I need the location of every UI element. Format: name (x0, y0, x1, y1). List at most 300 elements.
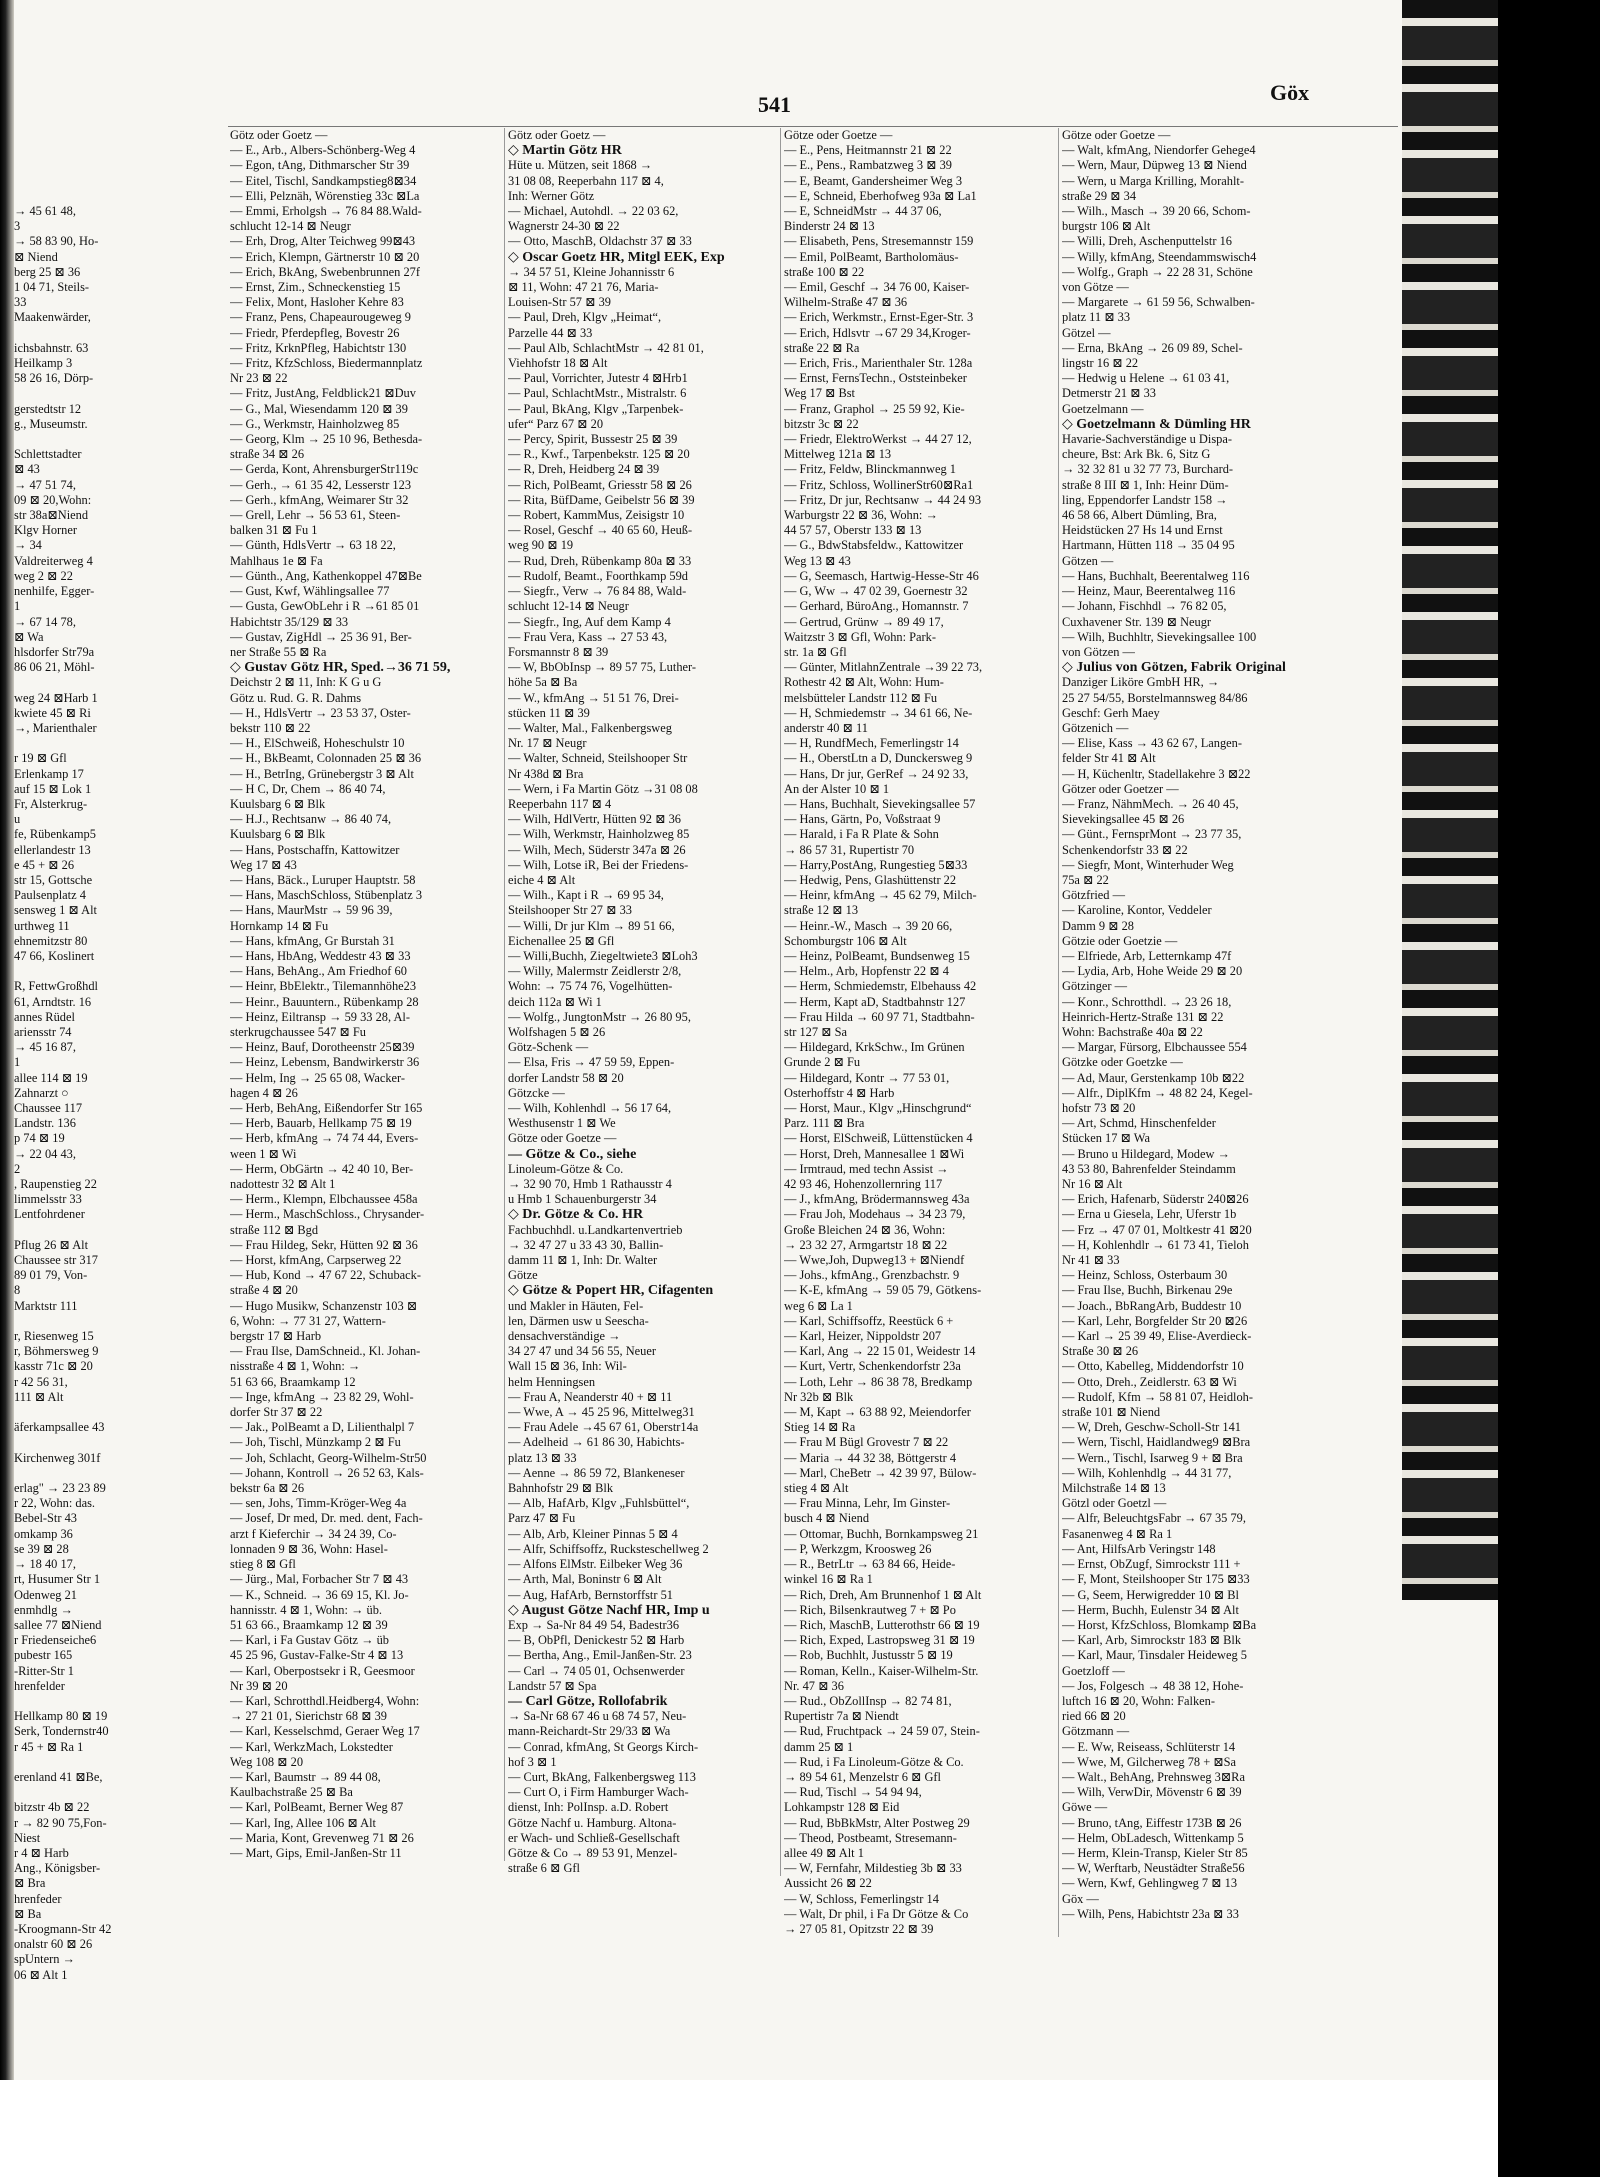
directory-entry-line: Viehhofstr 18 ⊠ Alt (508, 356, 608, 371)
directory-entry-line: — Aenne → 86 59 72, Blankeneser (508, 1465, 685, 1480)
directory-entry-line: — Rich, PolBeamt, Griesstr 58 ⊠ 26 (508, 477, 692, 492)
directory-entry-line: — Otto, Dreh., Zeidlerstr. 63 ⊠ Wi (1062, 1374, 1237, 1389)
directory-entry-line: — Herm, ObGärtn → 42 40 10, Ber- (230, 1161, 414, 1176)
directory-entry-line: — H C, Dr, Chem → 86 40 74, (230, 781, 386, 796)
directory-entry-line: — W, Schloss, Femerlingstr 14 (784, 1891, 939, 1906)
directory-entry-line: — Carl Götze, Rollofabrik (508, 1693, 668, 1709)
directory-entry-line: — Rudolf, Beamt., Foorthkamp 59d (508, 568, 688, 583)
directory-entry-line: — Rudolf, Kfm → 58 81 07, Heidloh- (1062, 1389, 1254, 1404)
directory-entry-line: — Ernst, ObZugf, Simrockstr 111 + (1062, 1557, 1241, 1572)
directory-entry-line: Kuulsbarg 6 ⊠ Blk (230, 796, 326, 811)
directory-entry-line: — Harry,PostAng, Rungestieg 5⊠33 (784, 857, 968, 872)
directory-entry-line: — Joh, Schlacht, Georg-Wilhelm-Str50 (230, 1450, 427, 1465)
directory-entry-line: 42 93 46, Hohenzollernring 117 (784, 1177, 943, 1192)
directory-entry-line: Waitzstr 3 ⊠ Gfl, Wohn: Park- (784, 629, 937, 644)
directory-entry-line: — Karl, PolBeamt, Berner Weg 87 (230, 1800, 404, 1815)
directory-entry-line: — Otto, MaschB, Oldachstr 37 ⊠ 33 (508, 234, 692, 249)
directory-entry-line (14, 128, 214, 143)
directory-entry-line: p 74 ⊠ 19 (14, 1131, 65, 1146)
directory-entry-line: lingstr 16 ⊠ 22 (1062, 356, 1139, 371)
directory-entry-line: — Wolfg., Graph → 22 28 31, Schöne (1062, 264, 1253, 279)
directory-entry-line: Fasanenweg 4 ⊠ Ra 1 (1062, 1526, 1173, 1541)
directory-entry-line: → 89 54 61, Menzelstr 6 ⊠ Gfl (784, 1769, 941, 1784)
directory-entry-line: rt, Husumer Str 1 (14, 1572, 101, 1587)
directory-entry-line: — Franz, Graphol → 25 59 92, Kie- (784, 401, 965, 416)
directory-entry-line: Serk, Tondernstr40 (14, 1724, 109, 1739)
directory-entry-line: stieg 8 ⊠ Gfl (230, 1557, 296, 1572)
directory-entry-line: ⊠ 11, Wohn: 47 21 76, Maria- (508, 280, 659, 295)
directory-entry-line: er Wach- und Schließ-Gesellschaft (508, 1830, 680, 1845)
directory-entry-line: Parzelle 44 ⊠ 33 (508, 325, 593, 340)
directory-entry-line: — Rud, i Fa Linoleum-Götze & Co. (784, 1754, 964, 1769)
directory-entry-line: e 45 + ⊠ 26 (14, 857, 75, 872)
directory-entry-line: — Conrad, kfmAng, St Georgs Kirch- (508, 1739, 699, 1754)
directory-entry-line: — Wern, Maur, Düpweg 13 ⊠ Niend (1062, 158, 1247, 173)
directory-entry-line: — Georg, Klm → 25 10 96, Bethesda- (230, 432, 423, 447)
directory-entry-line: — sen, Johs, Timm-Kröger-Weg 4a (230, 1496, 407, 1511)
directory-entry-line: u (14, 812, 21, 827)
directory-entry-line: Götzen — (1062, 553, 1114, 568)
directory-entry-line: Große Bleichen 24 ⊠ 36, Wohn: (784, 1222, 946, 1237)
directory-entry-line: berg 25 ⊠ 36 (14, 264, 81, 279)
directory-entry-line: — Hans, BehAng., Am Friedhof 60 (230, 964, 407, 979)
directory-entry-line: → 32 32 81 u 32 77 73, Burchard- (1062, 462, 1234, 477)
page-number: 541 (758, 92, 791, 117)
directory-entry-line: → 67 14 78, (14, 614, 76, 629)
directory-entry-line: anderstr 40 ⊠ 11 (784, 720, 868, 735)
directory-entry-line: — Rich, Dreh, Am Brunnenhof 1 ⊠ Alt (784, 1587, 982, 1602)
directory-entry-line: r 4 ⊠ Harb (14, 1845, 69, 1860)
directory-entry-line: — Elli, Pelznäh, Wörenstieg 33c ⊠La (230, 188, 420, 203)
directory-entry-line: weg 6 ⊠ La 1 (784, 1298, 853, 1313)
directory-entry-line: — Elise, Kass → 43 62 67, Langen- (1062, 736, 1242, 751)
directory-entry-line: Osterhoffstr 4 ⊠ Harb (784, 1085, 895, 1100)
directory-entry-line: — G, Ww → 47 02 39, Goernestr 32 (784, 584, 968, 599)
directory-entry-line: — Kurt, Vertr, Schenkendorfstr 23a (784, 1359, 961, 1374)
directory-entry-line: 34 27 47 und 34 56 55, Neuer (508, 1344, 656, 1359)
directory-entry-line: — Paul Alb, SchlachtMstr → 42 81 01, (508, 340, 704, 355)
directory-entry-line: allee 49 ⊠ Alt 1 (784, 1845, 864, 1860)
directory-entry-line: — Karoline, Kontor, Veddeler (1062, 903, 1212, 918)
directory-entry-line: — Siegfr., Ing, Auf dem Kamp 4 (508, 614, 671, 629)
directory-entry-line: Binderstr 24 ⊠ 13 (784, 219, 875, 234)
directory-entry-line: nisstraße 4 ⊠ 1, Wohn: → (230, 1359, 361, 1374)
directory-entry-line: — Gerhard, BüroAng., Homannstr. 7 (784, 599, 969, 614)
directory-entry-line: Landstr. 136 (14, 1116, 76, 1131)
directory-entry-line: Götzke oder Goetzke — (1062, 1055, 1183, 1070)
directory-entry-line: — Heinr., Bauuntern., Rübenkamp 28 (230, 994, 419, 1009)
directory-entry-line: ehnemitzstr 80 (14, 933, 88, 948)
directory-entry-line: 8 (14, 1283, 21, 1298)
directory-entry-line: — Wwe, A → 45 25 96, Mittelweg31 (508, 1405, 695, 1420)
directory-entry-line: — Rud., ObZollInsp → 82 74 81, (784, 1693, 952, 1708)
directory-entry-line: r Friedenseiche6 (14, 1633, 97, 1648)
directory-entry-line: — Rosel, Geschf → 40 65 60, Heuß- (508, 523, 693, 538)
directory-entry-line: — Hugo Musikw, Schanzenstr 103 ⊠ (230, 1298, 418, 1313)
directory-entry-line: Nr. 17 ⊠ Neugr (508, 736, 587, 751)
directory-entry-line: — Hedwig, Pens, Glashüttenstr 22 (784, 872, 957, 887)
directory-entry-line: — Rud, Dreh, Rübenkamp 80a ⊠ 33 (508, 553, 692, 568)
directory-entry-line: Nr 23 ⊠ 22 (230, 371, 288, 386)
directory-entry-line: Götzmann — (1062, 1724, 1130, 1739)
directory-entry-line (14, 1435, 214, 1450)
directory-entry-line: schlucht 12-14 ⊠ Neugr (230, 219, 351, 234)
directory-entry-line: — Heinz, Maur, Beerentalweg 116 (1062, 584, 1236, 599)
directory-entry-line: gerstedtstr 12 (14, 401, 82, 416)
directory-entry-line: — E., Pens, Heitmannstr 21 ⊠ 22 (784, 143, 952, 158)
directory-entry-line: Landstr 57 ⊠ Spa (508, 1678, 597, 1693)
directory-entry-line: → 58 83 90, Ho- (14, 234, 99, 249)
directory-entry-line: Lentfohrdener (14, 1207, 85, 1222)
directory-entry-line: dorfer Landstr 58 ⊠ 20 (508, 1070, 624, 1085)
directory-entry-line: — Ottomar, Buchh, Bornkampsweg 21 (784, 1526, 979, 1541)
directory-entry-line: — Frau Adele →45 67 61, Oberstr14a (508, 1420, 699, 1435)
directory-entry-line: -Kroogmann-Str 42 (14, 1921, 112, 1936)
directory-entry-line: — Joh, Tischl, Münzkamp 2 ⊠ Fu (230, 1435, 401, 1450)
directory-entry-line: Chaussee str 317 (14, 1253, 98, 1268)
directory-entry-line: Sievekingsallee 45 ⊠ 26 (1062, 812, 1185, 827)
directory-entry-line: Eichenallee 25 ⊠ Gfl (508, 933, 615, 948)
directory-entry-line: bitzstr 4b ⊠ 22 (14, 1800, 90, 1815)
directory-entry-line: str 15, Gottsche (14, 872, 93, 887)
directory-entry-line: — Wern, Kwf, Gehlingweg 7 ⊠ 13 (1062, 1876, 1238, 1891)
directory-entry-line (14, 1466, 214, 1481)
directory-entry-line: — Margarete → 61 59 56, Schwalben- (1062, 295, 1255, 310)
directory-entry-line: — Rita, BüfDame, Geibelstr 56 ⊠ 39 (508, 492, 695, 507)
directory-entry-line: Weg 13 ⊠ 43 (784, 553, 851, 568)
directory-entry-line: — W., kfmAng → 51 51 76, Drei- (508, 690, 679, 705)
directory-entry-line: — Heinr, kfmAng → 45 62 79, Milch- (784, 888, 977, 903)
directory-entry-line: — M, Kapt → 63 88 92, Meiendorfer (784, 1405, 971, 1420)
directory-entry-line: Ang., Königsber- (14, 1861, 101, 1876)
directory-entry-line: — Curt, BkAng, Falkenbergsweg 113 (508, 1769, 696, 1784)
scan-edge-artifact (1402, 0, 1498, 1600)
directory-entry-line: — Emil, Geschf → 34 76 00, Kaiser- (784, 280, 970, 295)
directory-entry-line: — Hans, Buchhalt, Beerentalweg 116 (1062, 568, 1250, 583)
directory-entry-line: ⊠ Bra (14, 1876, 46, 1891)
directory-entry-line: 1 04 71, Steils- (14, 280, 90, 295)
directory-entry-line: — Art, Schmd, Hinschenfelder (1062, 1116, 1216, 1131)
directory-entry-line: 33 (14, 295, 27, 310)
directory-entry-line: — Felix, Mont, Hasloher Kehre 83 (230, 295, 404, 310)
directory-entry-line: Weg 17 ⊠ Bst (784, 386, 855, 401)
directory-entry-line: str. 1a ⊠ Gfl (784, 644, 847, 659)
directory-entry-line: ellerlandestr 13 (14, 842, 91, 857)
directory-entry-line: nadottestr 32 ⊠ Alt 1 (230, 1177, 336, 1192)
directory-entry-line: — Alfr., DiplKfm → 48 82 24, Kegel- (1062, 1085, 1253, 1100)
column-2 (508, 128, 781, 1876)
directory-entry-line: R, FettwGroßhdl (14, 979, 98, 994)
directory-entry-line: ◇ Goetzelmann & Dümling HR (1062, 416, 1251, 432)
directory-entry-line: Inh: Werner Götz (508, 188, 595, 203)
directory-entry-line: Götzer oder Goetzer — (1062, 781, 1179, 796)
directory-entry-line: → 27 05 81, Opitzstr 22 ⊠ 39 (784, 1921, 934, 1936)
directory-entry-line: Marktstr 111 (14, 1298, 78, 1313)
directory-entry-line (14, 326, 214, 341)
directory-entry-line: — Paul, Dreh, Klgv „Heimat“, (508, 310, 662, 325)
directory-entry-line: dorfer Str 37 ⊠ 22 (230, 1405, 323, 1420)
directory-entry-line: — Karl, Schiffsoffz, Reestück 6 + (784, 1313, 954, 1328)
directory-entry-line: — Alb, HafArb, Klgv „Fuhlsbüttel“, (508, 1496, 690, 1511)
directory-entry-line: Hüte u. Mützen, seit 1868 → (508, 158, 653, 173)
directory-entry-line: — G, Seem, Herwigredder 10 ⊠ Bl (1062, 1587, 1239, 1602)
directory-entry-line: → 45 61 48, (14, 204, 76, 219)
directory-entry-line: Götzfried — (1062, 888, 1125, 903)
directory-entry-line: se 39 ⊠ 28 (14, 1541, 69, 1556)
directory-entry-line: Rothestr 42 ⊠ Alt, Wohn: Hum- (784, 675, 944, 690)
directory-entry-line: — Hans, Bäck., Luruper Hauptstr. 58 (230, 872, 416, 887)
directory-entry-line: hrenfelder (14, 1678, 65, 1693)
directory-entry-line: 75a ⊠ 22 (1062, 872, 1109, 887)
directory-entry-line: bekstr 110 ⊠ 22 (230, 720, 311, 735)
directory-entry-line: Weg 108 ⊠ 20 (230, 1754, 304, 1769)
directory-entry-line: — H, Küchenltr, Stadellakehre 3 ⊠22 (1062, 766, 1251, 781)
directory-entry-line: — Paul, SchlachtMstr., Mistralstr. 6 (508, 386, 687, 401)
directory-entry-line: — Heinz, PolBeamt, Bundsenweg 15 (784, 948, 970, 963)
directory-entry-line: — Willi, Dreh, Aschenputtelstr 16 (1062, 234, 1232, 249)
directory-entry-line: Rupertistr 7a ⊠ Niendt (784, 1709, 899, 1724)
directory-entry-line: — Maria → 44 32 38, Böttgerstr 4 (784, 1450, 957, 1465)
directory-entry-line: — Erich, Klempn, Gärtnerstr 10 ⊠ 20 (230, 249, 420, 264)
directory-entry-line: — Wwe,Joh, Dupweg13 + ⊠Niendf (784, 1253, 965, 1268)
directory-entry-line: — Friedr, ElektroWerkst → 44 27 12, (784, 432, 972, 447)
directory-entry-line: — Wilh., Kapt i R → 69 95 34, (508, 888, 664, 903)
directory-entry-line: — Alb, Arb, Kleiner Pinnas 5 ⊠ 4 (508, 1526, 678, 1541)
directory-entry-line: 89 01 79, Von- (14, 1268, 88, 1283)
directory-entry-line: Odenweg 21 (14, 1587, 77, 1602)
directory-entry-line: — Hans, MaurMstr → 59 96 39, (230, 903, 393, 918)
directory-entry-line: — Otto, Kabelleg, Middendorfstr 10 (1062, 1359, 1244, 1374)
directory-entry-line (14, 189, 214, 204)
directory-entry-line: — Theod, Postbeamt, Stresemann- (784, 1830, 957, 1845)
directory-entry-line: — Erich, Hdlsvtr →67 29 34,Kroger- (784, 325, 971, 340)
directory-entry-line: — Erich, BkAng, Swebenbrunnen 27f (230, 264, 420, 279)
directory-entry-line: — Horst, ElSchweiß, Lüttenstücken 4 (784, 1131, 973, 1146)
directory-entry-line (14, 143, 214, 158)
directory-entry-line: — Bruno, tAng, Eiffestr 173B ⊠ 26 (1062, 1815, 1242, 1830)
directory-entry-line: damm 25 ⊠ 1 (784, 1739, 854, 1754)
directory-entry-line: — Rud, Tischl → 54 94 94, (784, 1785, 922, 1800)
directory-entry-line: — H., ElSchweiß, Hoheschulstr 10 (230, 736, 405, 751)
directory-entry-line: — Siegfr, Mont, Winterhuder Weg (1062, 857, 1234, 872)
directory-entry-line: — Wern, i Fa Martin Götz →31 08 08 (508, 781, 698, 796)
directory-entry-line: Hellkamp 80 ⊠ 19 (14, 1709, 108, 1724)
directory-entry-line: — Arth, Mal, Boninstr 6 ⊠ Alt (508, 1572, 662, 1587)
directory-entry-line: — Rich, Exped, Lastropsweg 31 ⊠ 19 (784, 1633, 975, 1648)
directory-entry-line: — Karl, Lehr, Borgfelder Str 20 ⊠26 (1062, 1313, 1248, 1328)
directory-entry-line (14, 432, 214, 447)
directory-entry-line: 31 08 08, Reeperbahn 117 ⊠ 4, (508, 173, 664, 188)
directory-entry-line: omkamp 36 (14, 1526, 73, 1541)
directory-entry-line: 6, Wohn: → 77 31 27, Wattern- (230, 1313, 386, 1328)
directory-entry-line: Linoleum-Götze & Co. (508, 1161, 624, 1176)
directory-entry-line: Götz oder Goetz — (508, 128, 606, 142)
directory-entry-line: r, Böhmersweg 9 (14, 1344, 99, 1359)
directory-entry-line: Louisen-Str 57 ⊠ 39 (508, 295, 611, 310)
directory-entry-line: burgstr 106 ⊠ Alt (1062, 219, 1151, 234)
directory-entry-line: → 34 (14, 538, 42, 553)
directory-entry-line: 46 58 66, Albert Dümling, Bra, (1062, 508, 1217, 523)
directory-entry-line: — Siegfr., Verw → 76 84 88, Wald- (508, 584, 687, 599)
directory-entry-line: — Frau Vera, Kass → 27 53 43, (508, 629, 668, 644)
directory-entry-line: — E, Beamt, Gandersheimer Weg 3 (784, 173, 963, 188)
directory-entry-line: von Götze — (1062, 280, 1129, 295)
directory-entry-line: melsbütteler Landstr 112 ⊠ Fu (784, 690, 938, 705)
directory-entry-line: ufer“ Parz 67 ⊠ 20 (508, 416, 604, 431)
directory-entry-line: — Frau Minna, Lehr, Im Ginster- (784, 1496, 951, 1511)
directory-entry-line: g., Museumstr. (14, 416, 88, 431)
directory-entry-line: — E., Arb., Albers-Schönberg-Weg 4 (230, 143, 416, 158)
directory-entry-line: allee 114 ⊠ 19 (14, 1070, 88, 1085)
directory-entry-line: — Frau Joh, Modehaus → 34 23 79, (784, 1207, 966, 1222)
directory-entry-line: — Wilh, Kohlenhdlg → 44 31 77, (1062, 1465, 1232, 1480)
directory-entry-line (14, 1223, 214, 1238)
directory-entry-line: → 32 90 70, Hmb 1 Rathausstr 4 (508, 1177, 672, 1192)
directory-entry-line: — W, Dreh, Geschw-Scholl-Str 141 (1062, 1420, 1241, 1435)
directory-entry-line: — R, Dreh, Heidberg 24 ⊠ 39 (508, 462, 660, 477)
directory-entry-line: Götzenich — (1062, 720, 1129, 735)
directory-entry-line: Wall 15 ⊠ 36, Inh: Wil- (508, 1359, 627, 1374)
directory-entry-line: kwiete 45 ⊠ Ri (14, 705, 91, 720)
column-4 (1062, 128, 1398, 1922)
directory-entry-line: eiche 4 ⊠ Alt (508, 872, 576, 887)
directory-entry-line: Reeperbahn 117 ⊠ 4 (508, 796, 612, 811)
directory-entry-line: — Ad, Maur, Gerstenkamp 10b ⊠22 (1062, 1070, 1245, 1085)
directory-entry-line: Havarie-Sachverständige u Dispa- (1062, 432, 1232, 447)
directory-entry-line: — Alfons ElMstr. Eilbeker Weg 36 (508, 1557, 683, 1572)
directory-entry-line: — Wilh, HdlVertr, Hütten 92 ⊠ 36 (508, 812, 681, 827)
directory-entry-line: ⊠ Ba (14, 1906, 42, 1921)
directory-entry-line: — Willy, Malermstr Zeidlerstr 2/8, (508, 964, 682, 979)
directory-entry-line: Fr, Alsterkrug- (14, 796, 88, 811)
directory-entry-line: 51 63 66., Braamkamp 12 ⊠ 39 (230, 1617, 388, 1632)
directory-entry-line: — Wilh., Masch → 39 20 66, Schom- (1062, 204, 1251, 219)
directory-entry-line: — Karl, Arb, Simrockstr 183 ⊠ Blk (1062, 1633, 1242, 1648)
directory-entry-line: — Frau M Bügl Grovestr 7 ⊠ 22 (784, 1435, 949, 1450)
directory-entry-line: — Herb, kfmAng → 74 74 44, Evers- (230, 1131, 419, 1146)
directory-entry-line: nenhilfe, Egger- (14, 584, 95, 599)
directory-entry-line: — Herm, Klein-Transp, Kieler Str 85 (1062, 1845, 1248, 1860)
directory-entry-line: Milchstraße 14 ⊠ 13 (1062, 1481, 1166, 1496)
directory-entry-line: straße 22 ⊠ Ra (784, 340, 860, 355)
directory-entry-line: — Margar, Fürsorg, Elbchaussee 554 (1062, 1040, 1247, 1055)
directory-entry-line: — Michael, Autohdl. → 22 03 62, (508, 204, 679, 219)
directory-entry-line: — Frau Hildeg, Sekr, Hütten 92 ⊠ 36 (230, 1237, 418, 1252)
directory-entry-line: — Paul, BkAng, Klgv „Tarpenbek- (508, 401, 684, 416)
directory-entry-line: 43 53 80, Bahrenfelder Steindamm (1062, 1161, 1236, 1176)
directory-entry-line: — Jos, Folgesch → 48 38 12, Hohe- (1062, 1678, 1244, 1693)
directory-entry-line: — Heinz, Schloss, Osterbaum 30 (1062, 1268, 1228, 1283)
directory-entry-line: — Horst, kfmAng, Carpserweg 22 (230, 1253, 402, 1268)
directory-entry-line: 06 ⊠ Alt 1 (14, 1967, 68, 1982)
directory-entry-line: — Loth, Lehr → 86 38 78, Bredkamp (784, 1374, 973, 1389)
directory-entry-line: kasstr 71c ⊠ 20 (14, 1359, 93, 1374)
directory-entry-line: — Helm, ObLadesch, Wittenkamp 5 (1062, 1830, 1244, 1845)
directory-entry-line (14, 386, 214, 401)
directory-entry-line: — Marl, CheBetr → 42 39 97, Bülow- (784, 1465, 977, 1480)
directory-entry-line: len, Därmen usw u Seescha- (508, 1313, 649, 1328)
directory-entry-line: Wagnerstr 24-30 ⊠ 22 (508, 219, 620, 234)
directory-entry-line: onalstr 60 ⊠ 26 (14, 1937, 93, 1952)
directory-entry-line (14, 174, 214, 189)
directory-entry-line: bergstr 17 ⊠ Harb (230, 1329, 322, 1344)
directory-entry-line: höhe 5a ⊠ Ba (508, 675, 578, 690)
directory-entry-line: Götz-Schenk — (508, 1040, 589, 1055)
directory-entry-line: — Günth., Ang, Kathenkoppel 47⊠Be (230, 568, 422, 583)
directory-entry-line: — Johann, Fischhdl → 76 82 05, (1062, 599, 1227, 614)
directory-entry-line: — Wilh, Lotse iR, Bei der Friedens- (508, 857, 689, 872)
directory-entry-line: — Karl, Kesselschmd, Geraer Weg 17 (230, 1724, 420, 1739)
directory-entry-line: sterkrugchaussee 547 ⊠ Fu (230, 1024, 366, 1039)
directory-entry-line: — Herm, Kapt aD, Stadtbahnstr 127 (784, 994, 966, 1009)
directory-entry-line: Schlettstadter (14, 447, 82, 462)
directory-entry-line: — Karl, Ing, Allee 106 ⊠ Alt (230, 1815, 376, 1830)
directory-entry-line: Nr 39 ⊠ 20 (230, 1678, 288, 1693)
directory-entry-line: — Hedwig u Helene → 61 03 41, (1062, 371, 1230, 386)
directory-entry-line: densachverständige → (508, 1329, 621, 1344)
directory-entry-line: — Herm., MaschSchloss., Chrysander- (230, 1207, 425, 1222)
directory-entry-line: Chaussee 117 (14, 1101, 83, 1115)
directory-entry-line: — Herm., Klempn, Elbchaussee 458a (230, 1192, 418, 1207)
directory-entry-line: Götz u. Rud. G. R. Dahms (230, 690, 362, 705)
directory-entry-line: An der Alster 10 ⊠ 1 (784, 781, 890, 796)
directory-entry-line: — Erh, Drog, Alter Teichweg 99⊠43 (230, 234, 416, 249)
directory-entry-line: weg 2 ⊠ 22 (14, 568, 73, 583)
directory-entry-line: — Karl, i Fa Gustav Götz → üb (230, 1633, 389, 1648)
directory-entry-line: r 42 56 31, (14, 1374, 68, 1389)
directory-entry-line: — Franz, NähmMech. → 26 40 45, (1062, 796, 1239, 811)
directory-entry-line: ◇ Götze & Popert HR, Cifagenten (508, 1283, 714, 1299)
directory-entry-line: — E. Ww, Reiseass, Schlüterstr 14 (1062, 1739, 1236, 1754)
directory-entry-line (14, 1314, 214, 1329)
directory-entry-line: bitzstr 3c ⊠ 22 (784, 416, 859, 431)
directory-entry-line: ◇ August Götze Nachf HR, Imp u (508, 1602, 710, 1618)
directory-entry-line: bekstr 6a ⊠ 26 (230, 1481, 305, 1496)
directory-entry-line: — Erich, Werkmstr., Ernst-Eger-Str. 3 (784, 310, 974, 325)
directory-entry-line: → 45 16 87, (14, 1040, 76, 1055)
directory-entry-line: — Johs., kfmAng., Grenzbachstr. 9 (784, 1268, 960, 1283)
directory-entry-line: — Frau Ilse, DamSchneid., Kl. Johan- (230, 1344, 421, 1359)
directory-entry-line: hagen 4 ⊠ 26 (230, 1085, 298, 1100)
directory-entry-line: 45 25 96, Gustav-Falke-Str 4 ⊠ 13 (230, 1648, 404, 1663)
directory-entry-line: Exp → Sa-Nr 84 49 54, Badestr36 (508, 1617, 680, 1632)
directory-entry-line: — Hub, Kond → 47 67 22, Schuback- (230, 1268, 422, 1283)
directory-entry-line: und Makler in Häuten, Fel- (508, 1298, 644, 1313)
directory-entry-line: felder Str 41 ⊠ Alt (1062, 751, 1156, 766)
directory-entry-line: → 22 04 43, (14, 1146, 76, 1161)
directory-entry-line: Wohn: → 75 74 76, Vogelhütten- (508, 979, 673, 994)
directory-entry-line: — Wilh, VerwDir, Mövenstr 6 ⊠ 39 (1062, 1785, 1242, 1800)
directory-entry-line: — Gustav, ZigHdl → 25 36 91, Ber- (230, 629, 412, 644)
directory-entry-line: Götze (508, 1268, 538, 1283)
directory-entry-line: Nr. 47 ⊠ 36 (784, 1678, 844, 1693)
directory-entry-line: — K., Schneid. → 36 69 15, Kl. Jo- (230, 1587, 409, 1602)
directory-entry-line: Forsmannstr 8 ⊠ 39 (508, 644, 609, 659)
directory-entry-line: 09 ⊠ 20,Wohn: (14, 492, 92, 507)
directory-entry-line: — Emil, PolBeamt, Bartholomäus- (784, 249, 959, 264)
directory-entry-line: — H., BetrIng, Grünebergstr 3 ⊠ Alt (230, 766, 414, 781)
directory-entry-line (14, 1694, 214, 1709)
directory-entry-line: 86 06 21, Möhl- (14, 660, 95, 675)
directory-entry-line: — Karl, Maur, Tinsdaler Heideweg 5 (1062, 1648, 1247, 1663)
directory-entry-line: Habichtstr 35/129 ⊠ 33 (230, 614, 349, 629)
directory-entry-line: — Gerda, Kont, AhrensburgerStr119c (230, 462, 419, 477)
directory-entry-line: → 34 57 51, Kleine Johannisstr 6 (508, 264, 675, 279)
directory-entry-line: — Roman, Kelln., Kaiser-Wilhelm-Str. (784, 1663, 979, 1678)
directory-entry-line: — Maria, Kont, Grevenweg 71 ⊠ 26 (230, 1830, 414, 1845)
directory-entry-line: Götzl oder Goetzl — (1062, 1496, 1167, 1511)
directory-entry-line: →, Marienthaler (14, 720, 97, 735)
